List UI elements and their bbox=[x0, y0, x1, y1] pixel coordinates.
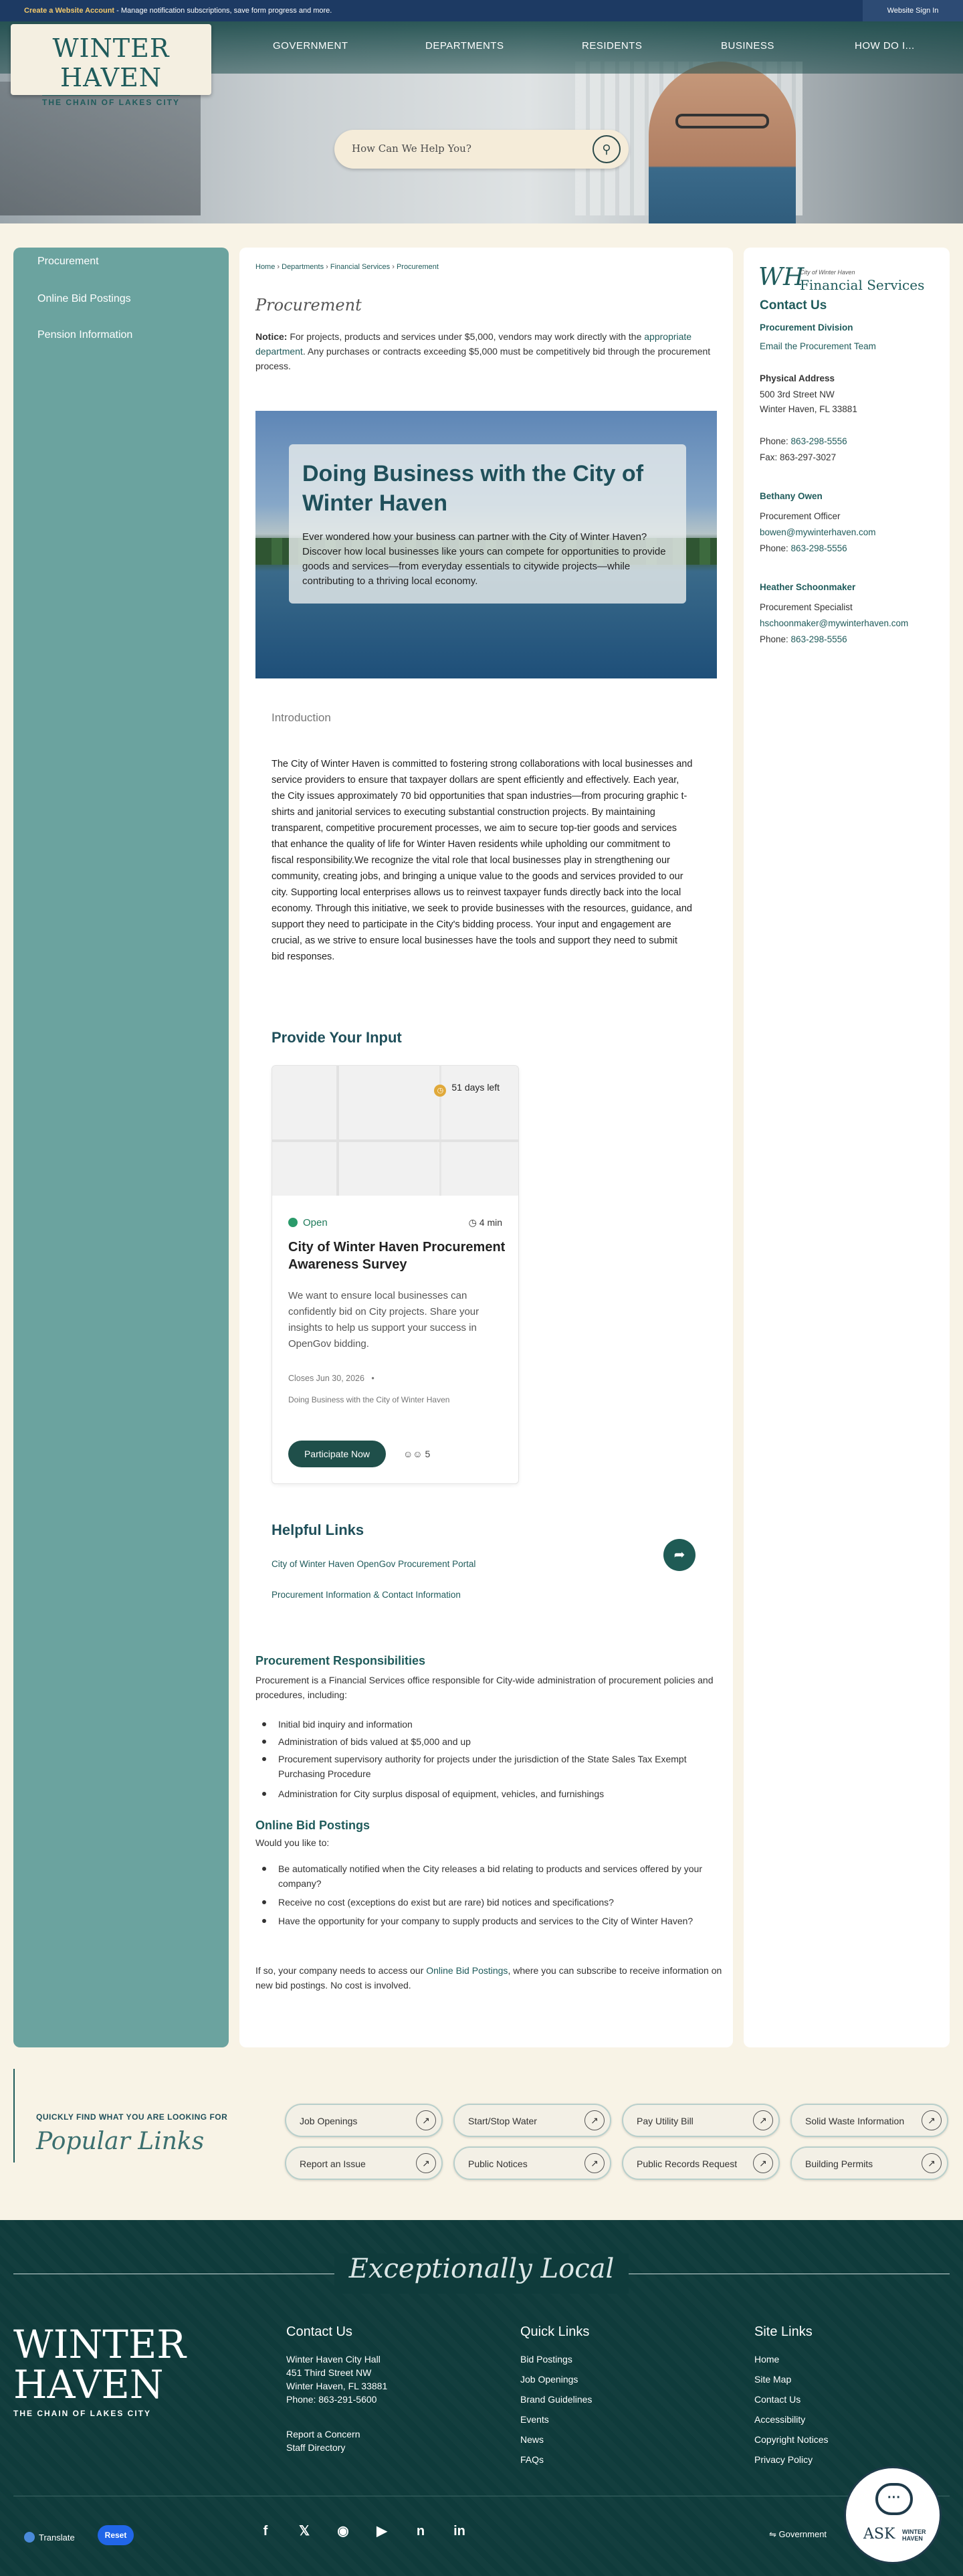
contact-person-name: Bethany Owen bbox=[760, 491, 823, 501]
logo-name: WINTER HAVEN bbox=[52, 33, 170, 92]
popular-link-label: Public Records Request bbox=[637, 2158, 738, 2169]
contact-person-name: Heather Schoonmaker bbox=[760, 582, 856, 592]
civicplus-icon: ⇋ bbox=[769, 2529, 779, 2539]
introduction-text: The City of Winter Haven is committed to fostering strong collaborations with local businesses and service providers to ensure that taxpayer dollars are spent efficiently and effectively. Each year, the City issues approximately 70 bid opportunities that span industries—from procuring graphic t-shirts and janitorial services to executing substantial construction projects. By maintaining transparent, competitive procurement processes, we aim to secure top-tier goods and services that enhance the quality of life for Winter Haven residents while upholding our commitment to fiscal responsibility.We recognize the vital role that local businesses play in strengthening our community, creating jobs, and bringing a unique value to the goods and services provided to our city. Supporting local enterprises allows us to reinvest taxpayer funds directly back into the local economy. Through this initiative, we seek to provide businesses with the resources, guidance, and support they need to participate in the City's bidding process. Your input and engagement are crucial, as we strive to ensure local businesses have the tools and support they need to submit bid responses. bbox=[272, 759, 693, 962]
top-notification-bar bbox=[0, 0, 963, 21]
x-twitter-icon[interactable]: 𝕏 bbox=[298, 2524, 310, 2539]
phone-label: Phone: bbox=[760, 543, 791, 553]
arrow-up-right-icon: ↗ bbox=[416, 2153, 436, 2173]
online-bid-question: Would you like to: bbox=[255, 1837, 330, 1848]
days-left-text: 51 days left bbox=[451, 1082, 500, 1093]
left-sidebar bbox=[13, 248, 229, 2047]
list-item: Have the opportunity for your company to supply products and services to the City of Winter Haven? bbox=[278, 1914, 720, 1928]
days-left-badge bbox=[434, 1082, 500, 1097]
popular-link-building-permits[interactable] bbox=[790, 2146, 948, 2180]
list-item: Receive no cost (exceptions do exist but are rare) bid notices and specifications? bbox=[278, 1895, 720, 1910]
procurement-contact-link[interactable]: Procurement Information & Contact Information bbox=[272, 1590, 461, 1600]
arrow-up-right-icon: ↗ bbox=[753, 2153, 773, 2173]
phone-line bbox=[760, 436, 847, 446]
popular-links-title: Popular Links bbox=[36, 2128, 205, 2155]
wh-monogram-icon: WH bbox=[758, 264, 805, 291]
nav-government[interactable]: GOVERNMENT bbox=[273, 40, 348, 52]
appropriate-department-link[interactable]: appropriate department bbox=[255, 331, 692, 357]
footer-contact-line: Winter Haven, FL 33881 bbox=[286, 2381, 388, 2391]
helpful-links-heading: Helpful Links bbox=[272, 1522, 364, 1538]
address-line-1: 500 3rd Street NW bbox=[760, 389, 835, 399]
people-icon: ☺☺ bbox=[403, 1449, 425, 1459]
footer-logo[interactable] bbox=[13, 2324, 186, 2418]
logo-department-name: Financial Services bbox=[800, 277, 925, 293]
government-websites-link[interactable] bbox=[769, 2529, 827, 2540]
arrow-up-right-icon: ↗ bbox=[922, 2153, 942, 2173]
logo-tagline: THE CHAIN OF LAKES CITY bbox=[42, 95, 180, 107]
online-bid-text-2: , where you can subscribe to receive information on new bid postings. No cost is involved. bbox=[255, 1965, 722, 1991]
contact-person-email[interactable]: hschoonmaker@mywinterhaven.com bbox=[760, 618, 909, 628]
footer-site-link[interactable]: Copyright Notices bbox=[754, 2434, 829, 2445]
search-input[interactable]: How Can We Help You? bbox=[352, 143, 471, 155]
footer-report-concern-link[interactable]: Report a Concern bbox=[286, 2429, 360, 2440]
footer-tagline: Exceptionally Local bbox=[334, 2253, 629, 2294]
breadcrumb-home[interactable]: Home bbox=[255, 263, 276, 271]
doing-business-banner bbox=[255, 411, 717, 678]
create-account-link[interactable]: Create a Website Account bbox=[24, 7, 115, 15]
arrow-up-right-icon: ↗ bbox=[584, 2110, 605, 2130]
contact-person-title: Procurement Officer bbox=[760, 511, 841, 521]
youtube-icon[interactable]: ▶ bbox=[377, 2524, 387, 2539]
survey-closes-bullet: • bbox=[371, 1374, 374, 1383]
participants-count bbox=[403, 1449, 430, 1459]
ask-city-label: WINTER HAVEN bbox=[902, 2528, 926, 2542]
phone-link[interactable]: 863-298-5556 bbox=[790, 634, 847, 644]
provide-input-heading: Provide Your Input bbox=[272, 1029, 402, 1046]
survey-project: Doing Business with the City of Winter Haven bbox=[288, 1395, 450, 1404]
survey-closes bbox=[288, 1374, 374, 1383]
arrow-up-right-icon: ↗ bbox=[416, 2110, 436, 2130]
breadcrumb-procurement[interactable]: Procurement bbox=[396, 263, 439, 271]
main-content bbox=[239, 248, 733, 2047]
sidebar-item-online-bid-postings[interactable]: Online Bid Postings bbox=[37, 293, 131, 304]
footer-contact-heading: Contact Us bbox=[286, 2324, 352, 2339]
search-bar[interactable] bbox=[334, 130, 629, 169]
participants-number: 5 bbox=[425, 1449, 431, 1459]
footer-quick-link[interactable]: Bid Postings bbox=[520, 2354, 572, 2365]
online-bid-text-1: If so, your company needs to access our bbox=[255, 1965, 427, 1976]
government-label: Government bbox=[778, 2529, 827, 2539]
popular-link-public-records[interactable] bbox=[622, 2146, 780, 2180]
search-icon[interactable]: ⚲ bbox=[593, 135, 621, 163]
procurement-division: Procurement Division bbox=[760, 323, 853, 333]
reset-button[interactable]: Reset bbox=[98, 2525, 134, 2545]
arrow-up-right-icon: ↗ bbox=[922, 2110, 942, 2130]
popular-link-label: Solid Waste Information bbox=[805, 2116, 905, 2126]
phone-label: Phone: bbox=[760, 634, 791, 644]
breadcrumb-separator: › bbox=[390, 263, 397, 271]
footer-site-link[interactable]: Home bbox=[754, 2354, 780, 2365]
nextdoor-icon[interactable]: n bbox=[416, 2524, 425, 2539]
account-message bbox=[24, 7, 332, 15]
physical-address-label: Physical Address bbox=[760, 373, 835, 383]
footer-quick-link[interactable]: News bbox=[520, 2434, 544, 2445]
footer-staff-directory-link[interactable]: Staff Directory bbox=[286, 2442, 346, 2453]
list-item: Administration for City surplus disposal of equipment, vehicles, and furnishings bbox=[278, 1786, 720, 1801]
breadcrumb-departments[interactable]: Departments bbox=[282, 263, 324, 271]
doing-business-card bbox=[289, 444, 686, 604]
contact-sidebar bbox=[744, 248, 950, 2047]
share-icon[interactable]: ➦ bbox=[663, 1539, 696, 1571]
notice-text-1: For projects, products and services under $5,000, vendors may work directly with the bbox=[287, 331, 645, 342]
footer-quick-link[interactable]: Job Openings bbox=[520, 2374, 578, 2385]
sidebar-item-procurement[interactable]: Procurement bbox=[37, 256, 99, 267]
popular-link-label: Report an Issue bbox=[300, 2158, 366, 2169]
instagram-icon[interactable]: ◉ bbox=[337, 2524, 349, 2539]
logo-city-name: City of Winter Haven bbox=[800, 269, 855, 276]
footer-quick-links-heading: Quick Links bbox=[520, 2324, 590, 2339]
notice-label: Notice: bbox=[255, 331, 288, 342]
survey-title[interactable]: City of Winter Haven Procurement Awareness Survey bbox=[288, 1240, 506, 1272]
arrow-up-right-icon: ↗ bbox=[753, 2110, 773, 2130]
footer-logo-tagline: THE CHAIN OF LAKES CITY bbox=[13, 2409, 152, 2418]
status-badge bbox=[288, 1217, 328, 1228]
main-nav bbox=[227, 40, 963, 60]
online-bid-text bbox=[255, 1963, 724, 1993]
translate-button[interactable] bbox=[24, 2532, 75, 2543]
popular-link-label: Pay Utility Bill bbox=[637, 2116, 693, 2126]
ask-winter-haven-chat-button[interactable] bbox=[844, 2466, 942, 2564]
footer-site-link[interactable]: Contact Us bbox=[754, 2394, 801, 2405]
fax-line: Fax: 863-297-3027 bbox=[760, 452, 837, 462]
chat-bubble-icon: ··· bbox=[875, 2483, 913, 2515]
email-procurement-team-link[interactable]: Email the Procurement Team bbox=[760, 341, 876, 351]
list-item: Initial bid inquiry and information bbox=[278, 1717, 720, 1732]
popular-link-solid-waste[interactable] bbox=[790, 2104, 948, 2137]
list-item: Procurement supervisory authority for projects under the jurisdiction of the State Sales Tax Exempt Purchasing Procedure bbox=[278, 1752, 720, 1781]
doing-business-text: Ever wondered how your business can partner with the City of Winter Haven? Discover how local businesses like yours can compete for opportunities to provide goods and services—from everyday essentials to citywide projects—while contributing to a thriving local economy. bbox=[302, 531, 666, 587]
popular-link-pay-utility-bill[interactable] bbox=[622, 2104, 780, 2137]
list-item: Be automatically notified when the City releases a bid relating to products and services offered by your company? bbox=[278, 1861, 720, 1891]
breadcrumb-financial-services[interactable]: Financial Services bbox=[330, 263, 391, 271]
opengov-portal-link[interactable]: City of Winter Haven OpenGov Procurement Portal bbox=[272, 1559, 476, 1569]
open-status-icon bbox=[288, 1218, 298, 1227]
nav-departments[interactable]: DEPARTMENTS bbox=[425, 40, 504, 52]
google-translate-icon bbox=[24, 2532, 35, 2543]
online-bid-postings-link[interactable]: Online Bid Postings bbox=[426, 1965, 508, 1976]
footer-quick-link[interactable]: FAQs bbox=[520, 2454, 544, 2465]
footer-quick-link[interactable]: Events bbox=[520, 2414, 549, 2425]
popular-links-kicker: QUICKLY FIND WHAT YOU ARE LOOKING FOR bbox=[36, 2112, 228, 2122]
participate-now-button[interactable]: Participate Now bbox=[288, 1441, 386, 1467]
contact-person-email[interactable]: bowen@mywinterhaven.com bbox=[760, 527, 876, 537]
popular-links-divider bbox=[13, 2069, 15, 2163]
breadcrumb-separator: › bbox=[275, 263, 282, 271]
site-logo[interactable] bbox=[11, 24, 211, 107]
hero-photo-glasses bbox=[675, 114, 769, 128]
timer-icon: ◷ bbox=[468, 1217, 479, 1228]
breadcrumb bbox=[255, 263, 439, 271]
sidebar-item-pension-information[interactable]: Pension Information bbox=[37, 329, 133, 341]
phone-link[interactable]: 863-298-5556 bbox=[790, 543, 847, 553]
notice-text bbox=[255, 329, 717, 373]
popular-links-section bbox=[0, 2069, 963, 2169]
footer-site-link[interactable]: Privacy Policy bbox=[754, 2454, 813, 2465]
responsibilities-heading: Procurement Responsibilities bbox=[255, 1654, 426, 1667]
survey-closes-text: Closes Jun 30, 2026 bbox=[288, 1374, 364, 1383]
breadcrumb-separator: › bbox=[324, 263, 330, 271]
nav-how-do-i[interactable]: HOW DO I... bbox=[855, 40, 915, 52]
phone-label: Phone: bbox=[760, 436, 791, 446]
facebook-icon[interactable]: f bbox=[263, 2524, 268, 2539]
footer-quick-link[interactable]: Brand Guidelines bbox=[520, 2394, 593, 2405]
nav-residents[interactable]: RESIDENTS bbox=[582, 40, 643, 52]
nav-business[interactable]: BUSINESS bbox=[721, 40, 774, 52]
introduction-heading: Introduction bbox=[272, 711, 331, 724]
notice-text-2: . Any purchases or contracts exceeding $5,000 must be competitively bid through the procurement process. bbox=[255, 346, 711, 371]
popular-link-job-openings[interactable] bbox=[285, 2104, 443, 2137]
sign-in-button[interactable]: Website Sign In bbox=[863, 0, 963, 21]
footer-logo-line-1: WINTER bbox=[13, 2322, 186, 2367]
footer-site-link[interactable]: Site Map bbox=[754, 2374, 792, 2385]
popular-link-report-issue[interactable] bbox=[285, 2146, 443, 2180]
translate-label: Translate bbox=[39, 2533, 75, 2543]
hero-photo-person bbox=[649, 62, 796, 223]
popular-link-label: Public Notices bbox=[468, 2158, 528, 2169]
phone-link[interactable]: 863-298-5556 bbox=[790, 436, 847, 446]
list-item: Administration of bids valued at $5,000 and up bbox=[278, 1734, 720, 1749]
contact-heading: Contact Us bbox=[760, 298, 827, 312]
footer-site-link[interactable]: Accessibility bbox=[754, 2414, 806, 2425]
popular-link-label: Start/Stop Water bbox=[468, 2116, 537, 2126]
footer-contact-line: Winter Haven City Hall bbox=[286, 2354, 381, 2365]
duration-badge bbox=[469, 1217, 502, 1228]
account-message-text: - Manage notification subscriptions, save form progress and more. bbox=[114, 7, 332, 15]
footer-site-links-heading: Site Links bbox=[754, 2324, 813, 2339]
footer-contact-line: 451 Third Street NW bbox=[286, 2367, 372, 2378]
ask-label: ASK bbox=[863, 2526, 895, 2543]
clock-icon: ◷ bbox=[434, 1085, 446, 1097]
popular-link-label: Job Openings bbox=[300, 2116, 358, 2126]
survey-card[interactable] bbox=[272, 1065, 519, 1484]
popular-link-label: Building Permits bbox=[805, 2158, 873, 2169]
online-bid-postings-heading: Online Bid Postings bbox=[255, 1819, 370, 1832]
linkedin-icon[interactable]: in bbox=[453, 2524, 465, 2539]
popular-link-public-notices[interactable] bbox=[453, 2146, 611, 2180]
status-text: Open bbox=[303, 1217, 328, 1228]
duration-text: 4 min bbox=[479, 1217, 502, 1228]
footer-logo-line-2: HAVEN bbox=[13, 2362, 164, 2407]
contact-person-title: Procurement Specialist bbox=[760, 602, 853, 612]
survey-description: We want to ensure local businesses can confidently bid on City projects. Share your insights to help us support your success in OpenGov bidding. bbox=[288, 1290, 479, 1350]
popular-link-start-stop-water[interactable] bbox=[453, 2104, 611, 2137]
footer-contact-line: Phone: 863-291-5600 bbox=[286, 2394, 377, 2405]
doing-business-title: Doing Business with the City of Winter Haven bbox=[302, 461, 644, 516]
responsibilities-text: Procurement is a Financial Services office responsible for City-wide administration of procurement policies and procedures, including: bbox=[255, 1675, 714, 1700]
contact-person-phone bbox=[760, 634, 847, 644]
page-title: Procurement bbox=[255, 296, 362, 314]
arrow-up-right-icon: ↗ bbox=[584, 2153, 605, 2173]
site-footer bbox=[0, 2220, 963, 2576]
contact-person-phone bbox=[760, 543, 847, 553]
address-line-2: Winter Haven, FL 33881 bbox=[760, 404, 857, 414]
